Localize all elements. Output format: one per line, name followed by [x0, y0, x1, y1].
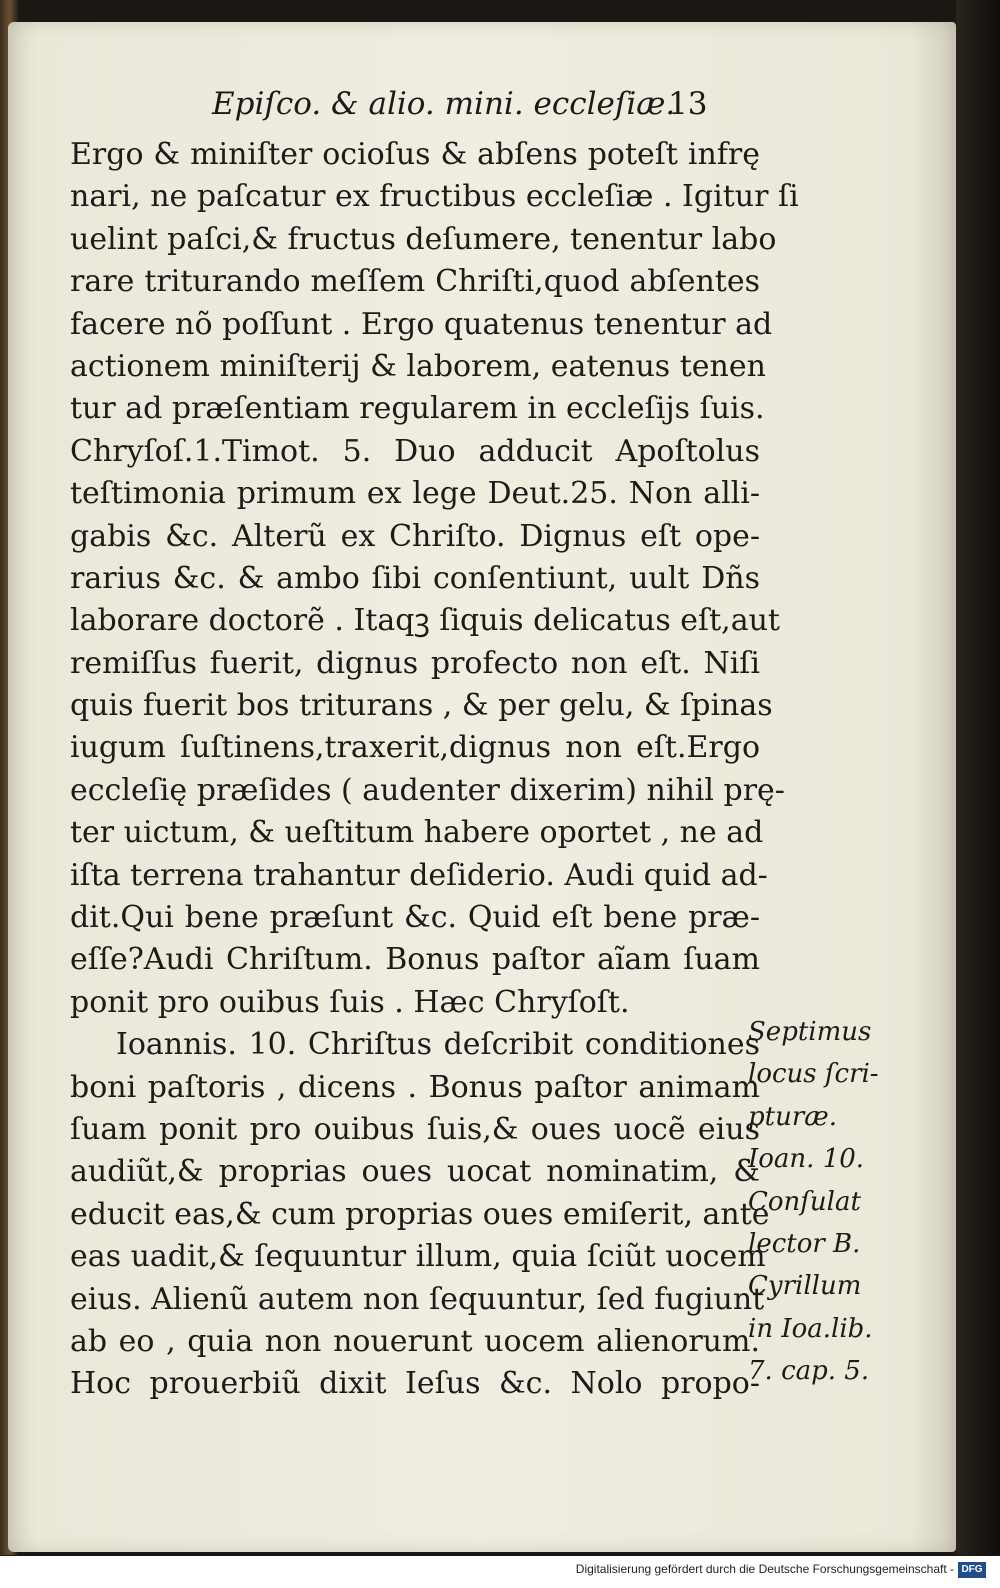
text-line: ter uictum, & ueſtitum habere oportet , ne ad [70, 815, 764, 851]
text-line: laborare doctorẽ . Itaqꝫ ſiquis delicatus eſt,aut [70, 603, 780, 639]
text-line: Chryſoſ.1.Timot. 5. Duo adducit Apoſtolus [70, 433, 760, 469]
text-line: ſuam ponit pro ouibus ſuis,& oues uocẽ eius [70, 1111, 760, 1147]
text-line: actionem miniſterij & laborem, eatenus tenen [70, 348, 766, 384]
text-line: eccleſię præſides ( audenter dixerim) nihil prę- [70, 772, 785, 808]
text-line: uelint paſci,& fructus deſumere, tenentur labo [70, 221, 777, 257]
margin-note-line: Septimus [748, 1017, 872, 1047]
margin-note-line: 7. cap. 5. [748, 1356, 870, 1387]
margin-note-line: Ioan. 10. [748, 1144, 865, 1175]
text-line: Hoc prouerbiũ dixit Ieſus &c. Nolo propo- [70, 1366, 760, 1402]
text-line: iſta terrena trahantur deſiderio. Audi quid ad- [70, 857, 768, 893]
text-line: audiũt,& proprias oues uocat nominatim, & [70, 1154, 760, 1190]
text-line: iugum ſuſtinens,traxerit,dignus non eſt.Ergo [70, 730, 760, 766]
margin-note-line: in Ioa.lib. [748, 1313, 873, 1344]
margin-note-line: Conſulat [748, 1186, 861, 1217]
dfg-logo: DFG [958, 1562, 986, 1578]
book-edge [956, 0, 1000, 1555]
text-line: ponit pro ouibus ſuis . Hæc Chryſoſt. [70, 984, 630, 1020]
text-line: gabis &c. Alterũ ex Chriſto. Dignus eſt ope- [70, 518, 760, 554]
margin-note-line: locus ſcri- [748, 1059, 879, 1090]
text-line: ab eo , quia non nouerunt uocem alienorum. [70, 1323, 760, 1359]
margin-notes [748, 1011, 888, 1393]
text-line: educit eas,& cum proprias oues emiſerit, ante [70, 1196, 770, 1232]
text-line: boni paſtoris , dicens . Bonus paſtor animam [70, 1069, 760, 1105]
margin-note-line: pturæ. [748, 1101, 837, 1132]
text-line: rare triturando meſſem Chriſti,quod abſentes [70, 264, 760, 300]
text-line: dit.Qui bene præſunt &c. Quid eſt bene præ- [70, 900, 760, 936]
text-line: eius. Alienũ autem non ſequuntur, ſed fugiunt [70, 1281, 765, 1317]
digitization-credit: Digitalisierung gefördert durch die Deutsche Forschungsgemeinschaft - [575, 1562, 954, 1576]
text-line: quis fuerit bos triturans , & per gelu, & ſpinas [70, 688, 773, 724]
margin-note-line: lector B. [748, 1228, 861, 1259]
text-line: eſſe?Audi Chriſtum. Bonus paſtor aĩam ſuam [70, 942, 760, 978]
text-line: nari, ne paſcatur ex fructibus eccleſiæ . Igitur ſi [70, 179, 799, 215]
text-line: rarius &c. & ambo ſibi conſentiunt, uult Dñs [70, 560, 760, 596]
page-number: 13 [668, 86, 708, 122]
text-line: facere nõ poſſunt . Ergo quatenus tenentur ad [70, 306, 773, 342]
text-line-indented: Ioannis. 10. Chriſtus deſcribit conditiones [116, 1027, 760, 1063]
text-line: remiſſus fuerit, dignus profecto non eſt. Niſi [70, 645, 760, 681]
margin-note-line: Cyrillum [748, 1271, 862, 1302]
text-line: tur ad præſentiam regularem in eccleſijs ſuis. [70, 391, 765, 427]
text-line: Ergo & miniſter ocioſus & abſens poteſt infrę [70, 137, 760, 172]
page-header [0, 86, 1000, 132]
text-line: eas uadit,& ſequuntur illum, quia ſciũt uocem [70, 1239, 766, 1275]
running-head: Epiſco. & alio. mini. eccleſiæ. [212, 86, 676, 122]
text-line: teſtimonia primum ex lege Deut.25. Non alli- [70, 476, 760, 512]
